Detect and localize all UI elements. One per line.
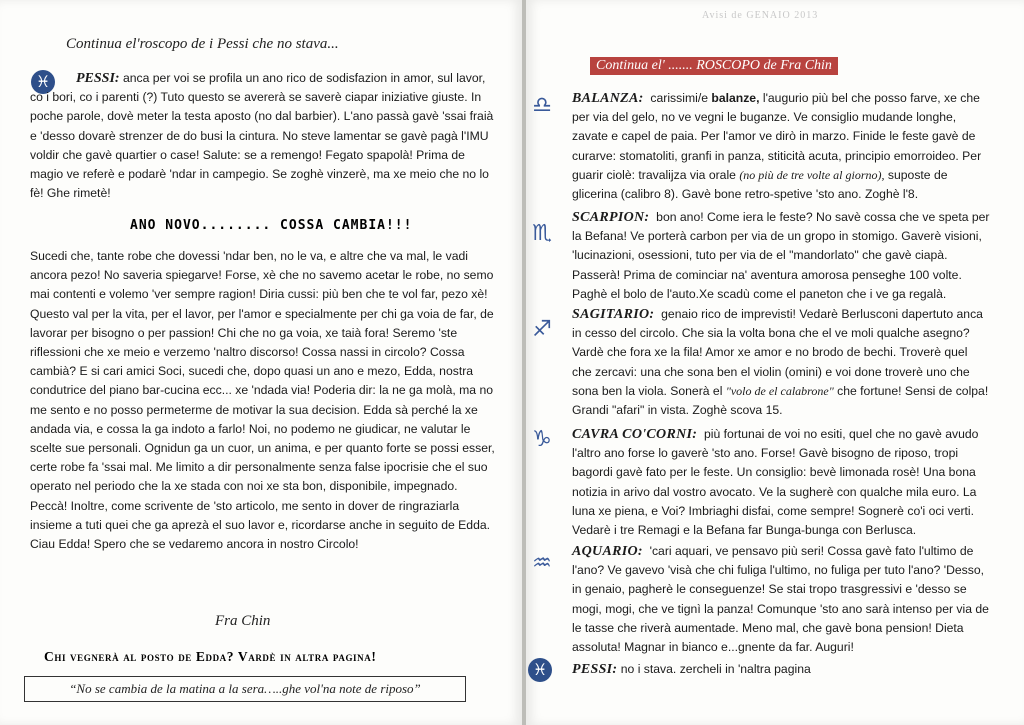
- section-aquario: [572, 542, 990, 657]
- scorpio-icon: ♏: [532, 221, 552, 246]
- sagitario-italic: "volo de el calabrone": [725, 383, 834, 398]
- article-body: Sucedi che, tante robe che dovessi 'ndar ben, no le va, e altre che va mal, le vadi ancora pezo! No saveria spiegarve! Forse, xè che no savemo acetar le robe, no semo mai contenti e volemo 'ver sempre ragion! Diria cussi: più ben che te vol far, pezo xè! Questo val per la vita, per el lavor, per l'amor e specialmente per chi ga voia de far, de lavorar per bisogno o per passion! Chi che no ga voia, xe taià fora! Seremo 'ste riflessioni che xe meio e verzemo 'naltro discorso! Cossa nassi in circolo? Cossa cambià? E si cari amici Soci, sucedi che, dopo quasi un ano e mezo, Edda, nostra condutrice del piano bar-cucina ecc... xe 'ndada via! Poderia dir: la ne ga molà, ma no me sento e no posso permeterme de motivar la sua decision. Edda sà perché la xe andada via, e cossa la ga indoto a farlo! Noi, no podemo ne giudicar, ne valutar le scelte sue personali. Ognidun ga un cuor, un anima, e per quanto forte se possi esser, certe robe fa 'ssai mal. Me limito a dir personalmente senza false ipocrisie che el suo operato nel periodo che la xe stada con noi xe sta bon, disponibile, impegnado. Peccà! Inoltre, come scrivente de 'sto articolo, me sento in dover de ringraziarla insieme a tuti quei che ga aprezà el suo lavor e, ricordarse anche in seguito de Edda. Ciau Edda! Spero che se vedaremo ancora in nostro Circolo!: [30, 249, 495, 552]
- sagitario-text-b: che fortune! Sensi de colpa! Grandi "afari" in vista. Zoghè scova 15.: [572, 383, 989, 418]
- sagittarius-icon: ♐: [532, 317, 552, 342]
- cavra-label: CAVRA CO'CORNI:: [572, 427, 698, 442]
- banner-question: Chi vegnerà al posto de Edda? Vardè in altra pagina!: [44, 649, 377, 664]
- section-balanza: [572, 89, 990, 204]
- pisces-icon: ♓: [528, 658, 552, 682]
- aquario-label: AQUARIO:: [572, 544, 643, 559]
- aquarius-icon: ♒: [532, 551, 552, 576]
- pessi-horoscope: [30, 69, 498, 203]
- balanza-label: BALANZA:: [572, 91, 644, 106]
- cavra-text: più fortunai de voi no esiti, quel che no gavè avudo l'altro ano forse lo gaverè 'sto ano. Forse! Gavè bisogno de riposo, tropi bagordi gavè fato per le feste. Un consiglio: bevè limonada rosè! Una bona notizia in arivo dal vostro avocato. Ve la sugherè con qualche mila euro. La luna xe piena, e Voi? Imbriaghi disfai, come sempre! Sognerè co'i oci verti. Vedarè i tre Remagi e la Befana far Bunga-bunga con Berlusca.: [572, 427, 979, 538]
- balanza-text-b: l'augurio più bel che posso farve, xe che per via del gelo, no ve vegni le buganze. Ve consiglio mudande longhe, zavate e capel de paia. Per l'amor ve dirò in marzo. Finide le feste gavè de curarve: stomatoliti, granfi in panza, stiticità acuta, principio emorroideo. Per guarir ciolè: travalijza via orale: [572, 91, 982, 182]
- aquario-text: 'cari aquari, ve pensavo più seri! Cossa gavè fato l'ultimo de l'ano? Ve gavevo 'visà che chi fuliga l'ultimo, no fuliga per tuto l'ano? 'Desso, in genaio, pagherè le conseguenze! Se stai tropo trasgressivi e 'desso se mogi, mogi, che ve tignì la panza! Comunque 'sto ano sarà intenso per via de le tasse che riverà aumentade. Meno mal, che gavè bona pension! Dieta assoluta! Magnar in bianco e...gnente da far. Auguri!: [572, 544, 989, 655]
- balanza-bold: balanze,: [711, 91, 760, 105]
- libra-icon: ♎: [532, 93, 552, 118]
- scarpion-text: bon ano! Come iera le feste? No savè cossa che ve speta per la Befana! Ve porterà carbon per via de un gropo in stomigo. Gaverè visioni, 'lucinazioni, osessioni, tuto per via de el "mandorlato" che gavè ciapà. Passerà! Prima de cominciar na' aventura amorosa penseghe 100 volte. Paghè el bolo de l'auto.Xe scadù come el paneton che i ve ga regalà.: [572, 210, 990, 301]
- balanza-italic: (no più de tre volte al giorno),: [739, 167, 885, 182]
- pisces-icon: ♓: [31, 70, 55, 94]
- section-cavra: [572, 425, 990, 540]
- quote-box: “No se cambia de la matina a la sera…..ghe vol'na note de riposo”: [24, 676, 466, 702]
- scarpion-label: SCARPION:: [572, 210, 650, 225]
- section-scarpion: [572, 208, 990, 304]
- article-subtitle: ANO NOVO........ COSSA CAMBIA!!!: [130, 218, 413, 233]
- sagitario-text-a: genaio rico de imprevisti! Vedarè Berlusconi dapertuto anca in cesso del circolo. Che sia la volta bona che el ve moli qualche asegno? Vardè che fora xe la fila! Amor xe amor e no brodo de bechi. Troverè quel che zercavi: una che sona ben el violin (omini) e voi done troverè uno che sona ben la viola. Sonerà el: [572, 307, 983, 398]
- pessi-label: PESSI:: [76, 71, 120, 86]
- left-page-header: Continua el'roscopo de i Pessi che no stava...: [66, 36, 339, 52]
- balanza-text-a: carissimi/e: [650, 91, 712, 105]
- section-pessi: [572, 660, 990, 679]
- right-page: [526, 0, 1024, 725]
- bleedthrough-header: Avisi de GENAIO 2013: [702, 10, 819, 21]
- balanza-text-c: suposte de glicerina (calibro 8). Gavè bone retro-spetive 'sto ano. Zoghè l'8.: [572, 167, 948, 202]
- pessi-right-text: no i stava. zercheli in 'naltra pagina: [620, 662, 811, 676]
- author-signature: Fra Chin: [215, 613, 271, 629]
- section-sagitario: [572, 305, 990, 420]
- pessi-text: anca per voi se profila un ano rico de sodisfazion in amor, sul lavor, co i bori, co i parenti (?) Tuto questo se avererà se saverè ciapar iniziative giuste. In poche parole, dovè meter la testa aposto (no dal barbier). L'ano passà gavè 'ssai fraià e 'desso dovarè strenzer de do busi la cintura. No steve lamentar se gavè pagà l'IMU voldir che gavè quartier o case! Salute: se a remengo! Fegato spapolà! Prima de magio ve referè e podarè 'ndar in campegio. Se zoghè vinzerè, ma xe meio che no lo fè! Ghe rimetè!: [30, 71, 494, 201]
- pessi-right-label: PESSI:: [572, 662, 618, 677]
- sagitario-label: SAGITARIO:: [572, 307, 655, 322]
- capricorn-icon: ♑: [532, 427, 552, 452]
- right-page-title: Continua el' ....... ROSCOPO de Fra Chin: [590, 57, 838, 75]
